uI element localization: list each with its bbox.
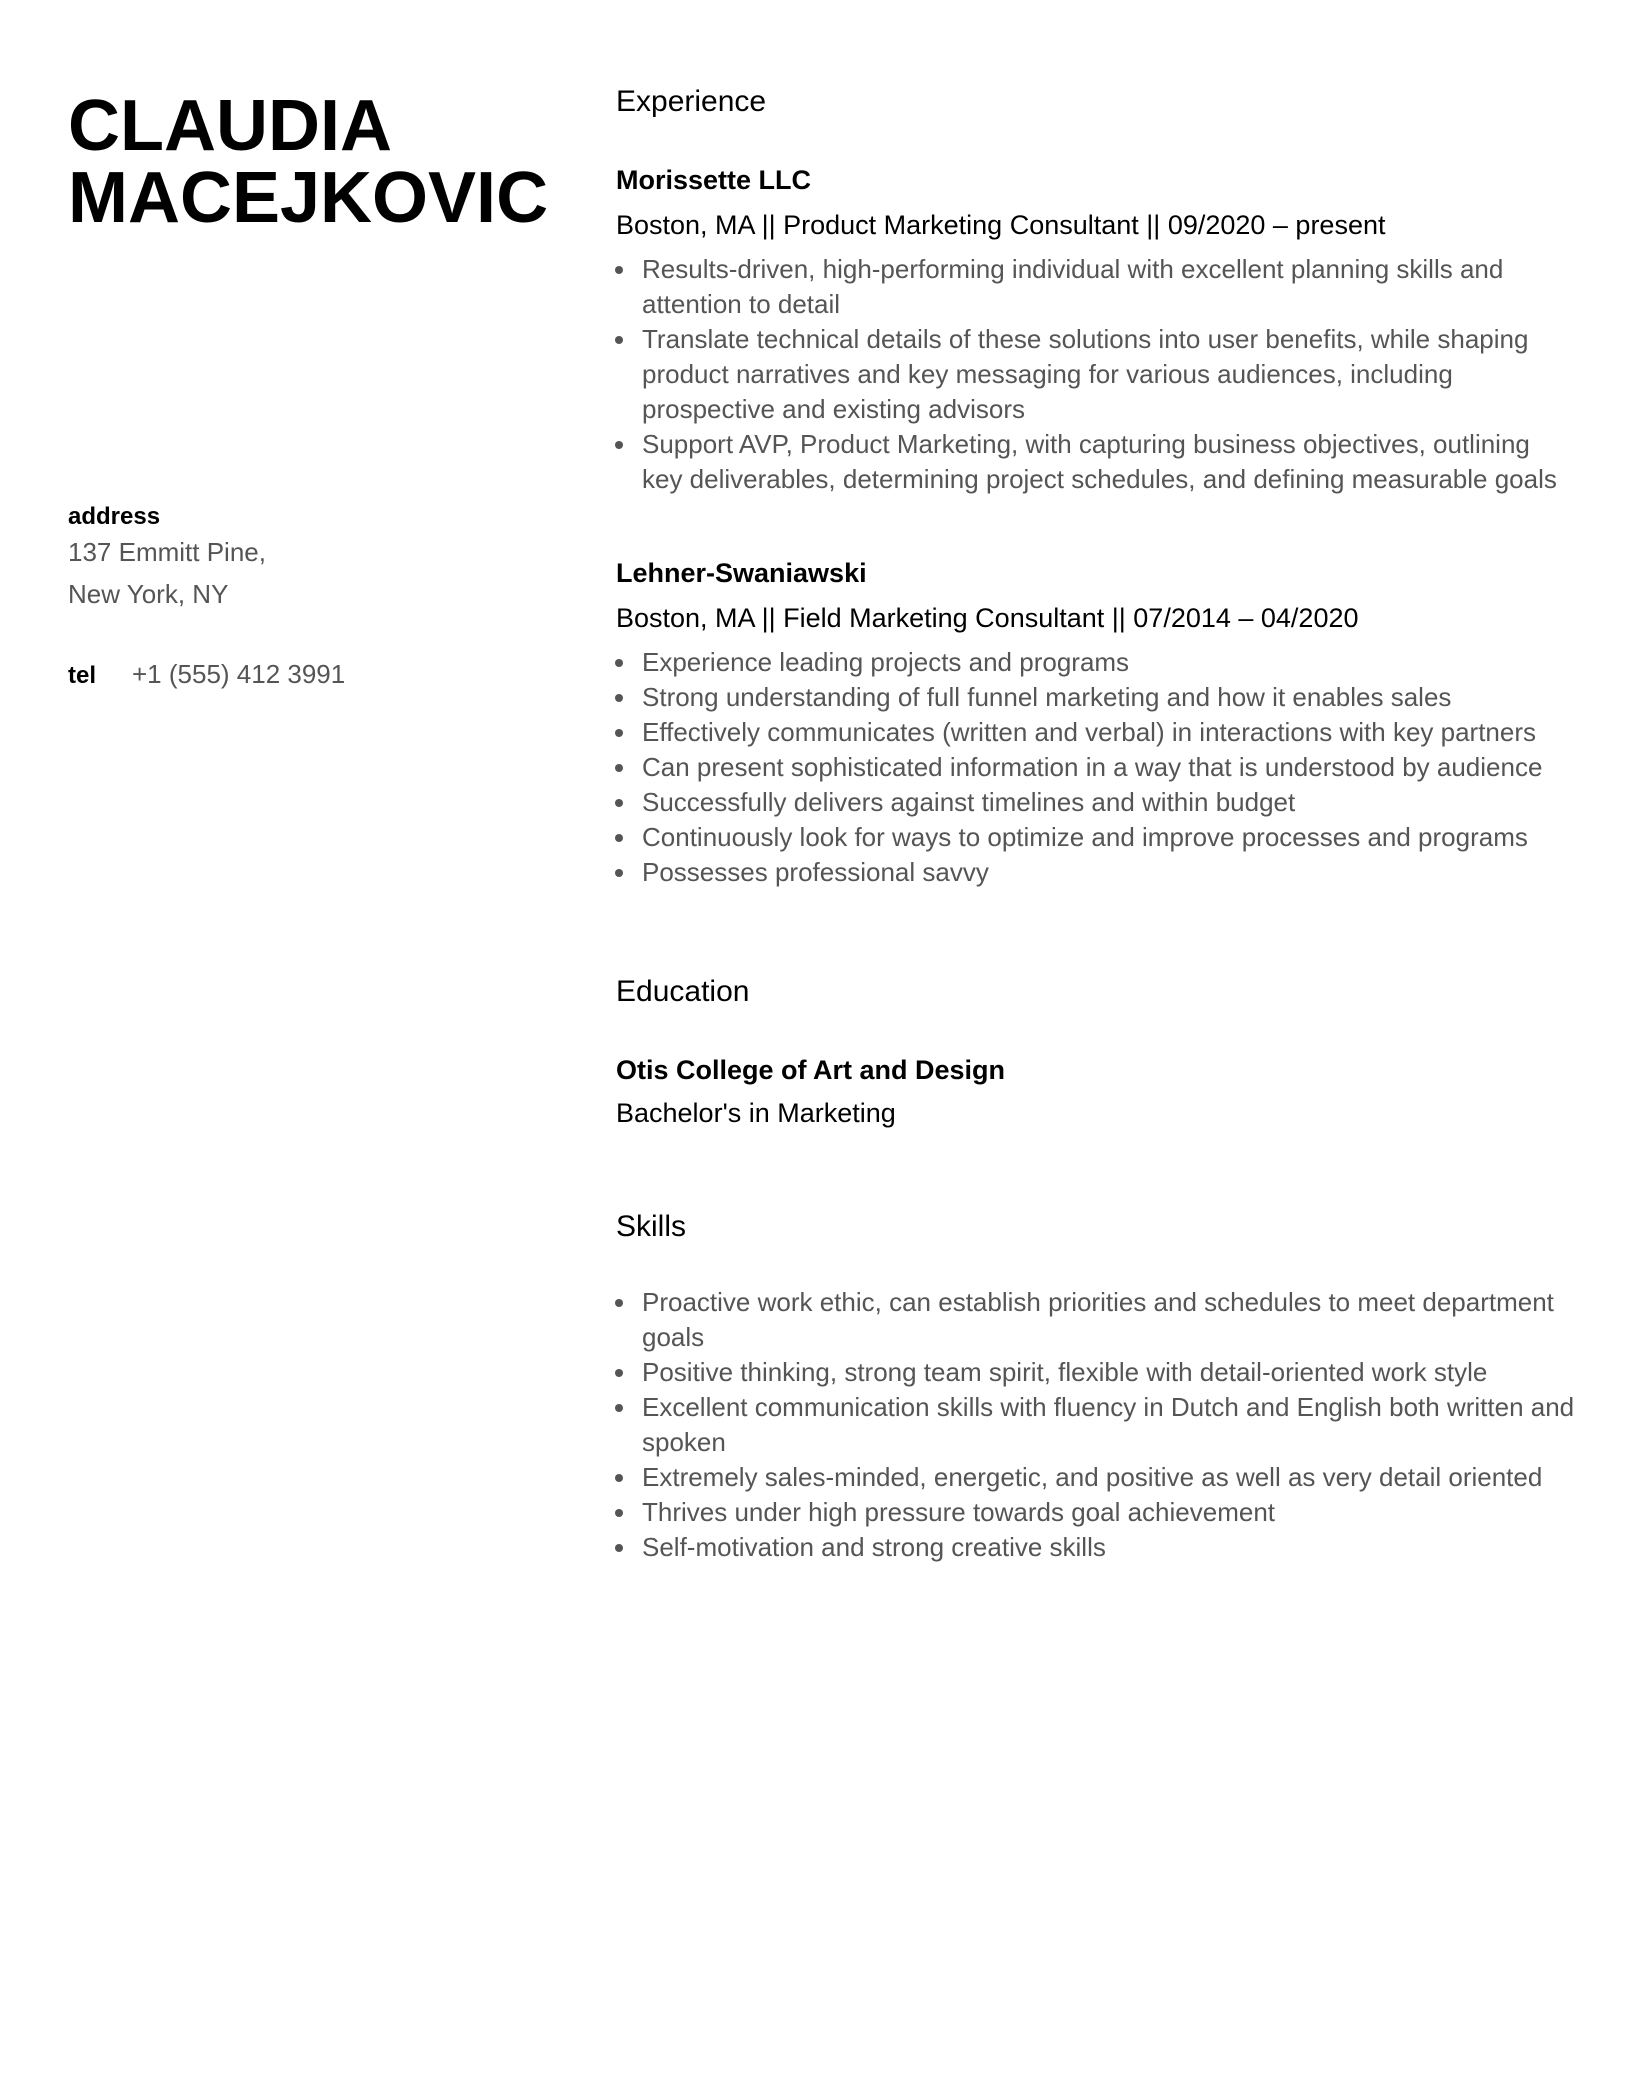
tel-row [68,660,596,690]
company-name: Lehner-Swaniawski [616,558,867,588]
job-bullet: • Can present sophisticated information in a way that is understood by audience [638,750,1576,785]
tel-value: +1 (555) 412 3991 [132,659,346,689]
experience-jobs [616,164,1576,890]
contact-block [68,502,596,690]
job-bullet: • Continuously look for ways to optimize and improve processes and programs [638,820,1576,855]
job-bullet: • Possesses professional savvy [638,855,1576,890]
job-meta: Boston, MA || Product Marketing Consultant || 09/2020 – present [616,210,1386,240]
job-meta: Boston, MA || Field Marketing Consultant || 07/2014 – 04/2020 [616,603,1359,633]
job-bullets [616,252,1576,497]
tel-label: tel [68,662,97,689]
skills-list [616,1285,1576,1565]
skill-bullet: • Thrives under high pressure towards goal achievement [638,1495,1576,1530]
left-column [0,0,616,2098]
section-title-education: Education [616,975,750,1008]
candidate-name: CLAUDIA MACEJKOVIC [68,86,549,238]
address-lines [68,531,596,615]
address-line: New York, NY [68,579,229,609]
company-name: Morissette LLC [616,165,812,195]
section-title-experience: Experience [616,85,767,118]
education-school: Otis College of Art and Design [616,1055,1006,1085]
skill-bullet: • Extremely sales-minded, energetic, and positive as well as very detail oriented [638,1460,1576,1495]
section-title-skills: Skills [616,1210,687,1243]
address-label: address [68,503,161,530]
education-degree: Bachelor's in Marketing [616,1098,896,1128]
job-bullet: • Translate technical details of these solutions into user benefits, while shaping product narratives and key messaging for various audiences, including prospective and existing advisors [638,322,1576,427]
address-line: 137 Emmitt Pine, [68,537,266,567]
job-bullet: • Strong understanding of full funnel marketing and how it enables sales [638,680,1576,715]
job-bullet: • Results-driven, high-performing individual with excellent planning skills and attention to detail [638,252,1576,322]
skill-bullet: • Proactive work ethic, can establish priorities and schedules to meet department goals [638,1285,1576,1355]
job-entry [616,557,1576,890]
job-bullets [616,645,1576,890]
job-bullet: • Experience leading projects and programs [638,645,1576,680]
skill-bullet: • Positive thinking, strong team spirit, flexible with detail-oriented work style [638,1355,1576,1390]
skill-bullet: • Excellent communication skills with fluency in Dutch and English both written and spoken [638,1390,1576,1460]
skill-bullet: • Self-motivation and strong creative skills [638,1530,1576,1565]
job-entry [616,164,1576,497]
job-bullet: • Successfully delivers against timelines and within budget [638,785,1576,820]
job-bullet: • Effectively communicates (written and verbal) in interactions with key partners [638,715,1576,750]
job-bullet: • Support AVP, Product Marketing, with capturing business objectives, outlining key deliverables, determining project schedules, and defining measurable goals [638,427,1576,497]
main-column [616,0,1576,2098]
